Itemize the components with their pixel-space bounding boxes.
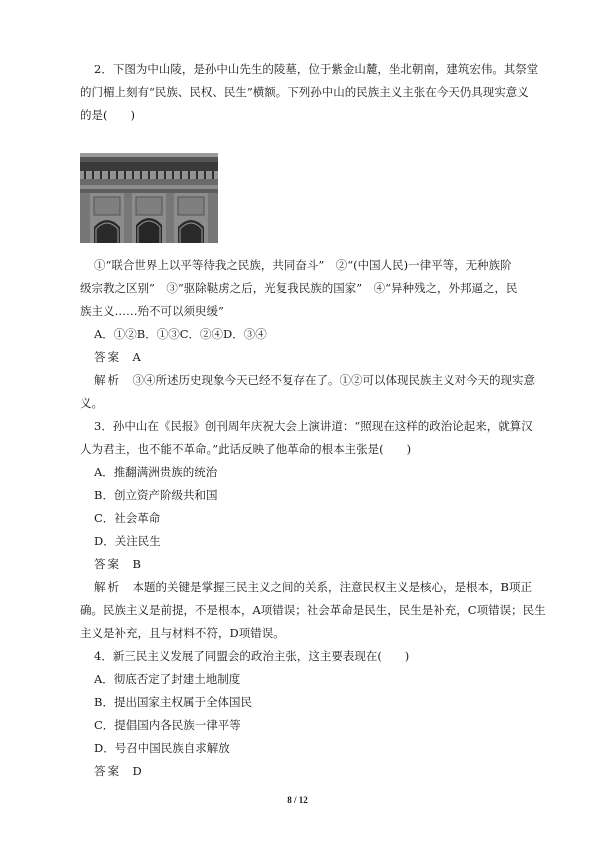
explanation-label: 解析 <box>94 373 121 387</box>
q3-option-d: D．关注民生 <box>94 534 161 548</box>
q2-stem-line-1: 2．下图为中山陵，是孙中山先生的陵墓，位于紫金山麓，坐北朝南，建筑宏伟。其祭堂 <box>94 62 539 76</box>
answer-value: D <box>132 764 142 778</box>
explanation-text: ③④所述历史现象今天已经不复存在了。①②可以体现民族主义对今天的现实意 <box>132 373 535 387</box>
q2-option-line-3: 族主义……殆不可以须臾缓” <box>80 304 224 318</box>
q2-answer <box>94 350 550 364</box>
q4-option-b: B．提出国家主权属于全体国民 <box>94 695 252 709</box>
q4-answer <box>94 764 550 778</box>
q2-choices: A．①②B．①③C．②④D．③④ <box>94 327 267 341</box>
explanation-text: 本题的关键是掌握三民主义之间的关系，注意民权主义是核心，是根本，B项正 <box>132 580 532 594</box>
q3-option-a: A．推翻满洲贵族的统治 <box>94 465 218 479</box>
answer-label: 答案 <box>94 350 121 364</box>
answer-label: 答案 <box>94 764 121 778</box>
q3-explanation-line-2: 确。民族主义是前提，不是根本，A项错误；社会革命是民生，民生是补充，C项错误；民生 <box>80 603 546 617</box>
q3-option-b: B．创立资产阶级共和国 <box>94 488 218 502</box>
q2-stem-line-3: 的是( ) <box>80 108 135 122</box>
q4-option-a: A．彻底否定了封建土地制度 <box>94 672 241 686</box>
mausoleum-photo <box>80 153 218 243</box>
q2-stem-line-2: 的门楣上刻有“民族、民权、民生”横额。下列孙中山的民族主义主张在今天仍具现实意义 <box>80 85 529 99</box>
page-number: 8 / 12 <box>287 795 308 805</box>
q2-option-line-1: ①“联合世界上以平等待我之民族，共同奋斗” ②“(中国人民)一律平等，无种族阶 <box>94 258 512 272</box>
q2-option-line-2: 级宗教之区别” ③“驱除鞑虏之后，光复我民族的国家” ④“异种残之，外邦逼之，民 <box>80 281 518 295</box>
q4-option-c: C．提倡国内各民族一律平等 <box>94 718 241 732</box>
q4-option-d: D．号召中国民族自求解放 <box>94 741 230 755</box>
q2-explanation-line-2: 义。 <box>80 396 103 410</box>
q3-stem-line-1: 3．孙中山在《民报》创刊周年庆祝大会上演讲道：“照现在这样的政治论起来，就算汉 <box>94 419 533 433</box>
q3-explanation-line-1 <box>94 580 550 594</box>
q2-explanation-line-1 <box>94 373 550 387</box>
q3-option-c: C．社会革命 <box>94 511 161 525</box>
q4-stem-line-1: 4．新三民主义发展了同盟会的政治主张，这主要表现在( ) <box>94 649 410 663</box>
answer-value: A <box>132 350 141 364</box>
explanation-label: 解析 <box>94 580 121 594</box>
q3-answer <box>94 557 550 571</box>
q3-stem-line-2: 人为君主，也不能不革命。”此话反映了他革命的根本主张是( ) <box>80 442 412 456</box>
q3-explanation-line-3: 主义是补充，且与材料不符，D项错误。 <box>80 626 285 640</box>
answer-value: B <box>132 557 141 571</box>
answer-label: 答案 <box>94 557 121 571</box>
